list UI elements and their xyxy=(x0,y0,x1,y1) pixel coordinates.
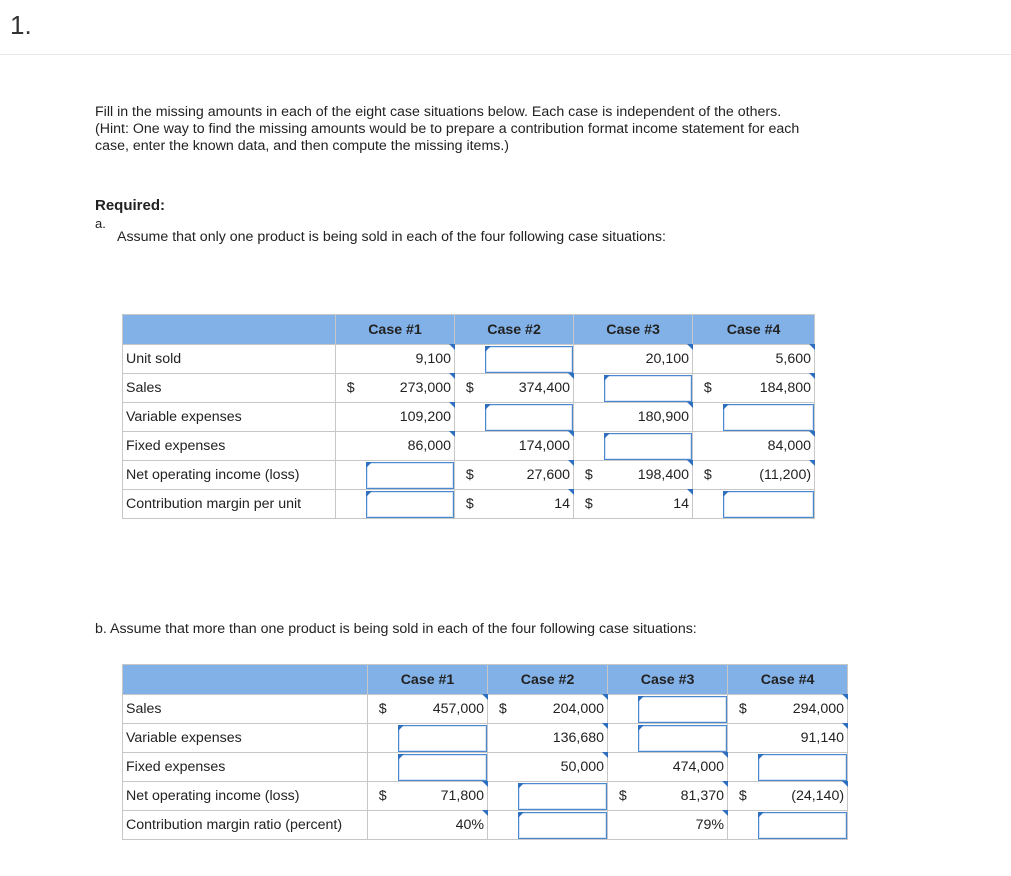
answer-cell xyxy=(604,374,693,403)
answer-cell xyxy=(638,724,728,753)
currency-symbol xyxy=(336,345,366,374)
currency-symbol xyxy=(693,345,723,374)
answer-cell xyxy=(485,403,574,432)
value-case-2: 374,400 xyxy=(485,374,574,403)
header-case-1: Case #1 xyxy=(368,665,488,695)
currency-symbol xyxy=(336,461,366,490)
answer-cell xyxy=(518,782,608,811)
answer-cell xyxy=(366,490,455,519)
value-case-4: 5,600 xyxy=(723,345,815,374)
currency-symbol xyxy=(608,724,638,753)
part-b-instruction: b. Assume that more than one product is being sold in each of the four following case situations: xyxy=(95,621,697,637)
value-case-3: 20,100 xyxy=(604,345,693,374)
header-case-1: Case #1 xyxy=(336,315,455,345)
table-row-sales xyxy=(123,695,848,724)
value-case-4: (24,140) xyxy=(758,782,848,811)
currency-symbol xyxy=(608,753,638,782)
currency-symbol: $ xyxy=(608,782,638,811)
header-case-3: Case #3 xyxy=(574,315,693,345)
row-label: Unit sold xyxy=(123,345,336,374)
answer-input-case-2[interactable] xyxy=(518,812,608,839)
currency-symbol xyxy=(455,432,485,461)
answer-cell xyxy=(485,345,574,374)
currency-symbol: $ xyxy=(455,461,485,490)
answer-input-case-3[interactable] xyxy=(604,375,693,402)
value-case-1: 9,100 xyxy=(366,345,455,374)
answer-input-case-4[interactable] xyxy=(723,404,815,431)
currency-symbol xyxy=(728,811,758,840)
answer-cell xyxy=(604,432,693,461)
header-case-4: Case #4 xyxy=(728,665,848,695)
value-case-1: 457,000 xyxy=(398,695,488,724)
table-row-sales xyxy=(123,374,815,403)
value-case-4: 184,800 xyxy=(723,374,815,403)
row-label: Net operating income (loss) xyxy=(123,461,336,490)
currency-symbol: $ xyxy=(336,374,366,403)
answer-input-case-2[interactable] xyxy=(485,346,574,373)
header-case-2: Case #2 xyxy=(488,665,608,695)
currency-symbol: $ xyxy=(574,490,604,519)
value-case-4: 294,000 xyxy=(758,695,848,724)
value-case-3: 198,400 xyxy=(604,461,693,490)
currency-symbol xyxy=(336,403,366,432)
header-blank xyxy=(123,665,368,695)
table-row-fixed-expenses xyxy=(123,432,815,461)
row-label: Sales xyxy=(123,374,336,403)
currency-symbol xyxy=(608,695,638,724)
answer-cell xyxy=(723,403,815,432)
currency-symbol: $ xyxy=(728,695,758,724)
row-label: Variable expenses xyxy=(123,724,368,753)
header-blank xyxy=(123,315,336,345)
value-case-3: 180,900 xyxy=(604,403,693,432)
currency-symbol xyxy=(728,724,758,753)
currency-symbol xyxy=(368,724,398,753)
currency-symbol xyxy=(574,374,604,403)
instructions-text: Fill in the missing amounts in each of the eight case situations below. Each case is independent of the others. (Hint: One way to find the missing amounts would be to prepare a contribution format income statement for each case, enter the known data, and then compute the missing items.) xyxy=(95,104,800,154)
currency-symbol: $ xyxy=(368,695,398,724)
value-case-2: 204,000 xyxy=(518,695,608,724)
header-case-3: Case #3 xyxy=(608,665,728,695)
value-case-4: (11,200) xyxy=(723,461,815,490)
answer-cell xyxy=(723,490,815,519)
value-case-2: 136,680 xyxy=(518,724,608,753)
part-a-table xyxy=(122,314,815,519)
currency-symbol: $ xyxy=(368,782,398,811)
currency-symbol: $ xyxy=(574,461,604,490)
value-case-2: 50,000 xyxy=(518,753,608,782)
part-a-instruction: Assume that only one product is being sold in each of the four following case situations: xyxy=(117,229,666,245)
value-case-1: 109,200 xyxy=(366,403,455,432)
row-label: Variable expenses xyxy=(123,403,336,432)
currency-symbol: $ xyxy=(455,374,485,403)
answer-cell xyxy=(398,753,488,782)
question-number: 1. xyxy=(10,10,32,40)
header-case-2: Case #2 xyxy=(455,315,574,345)
part-b-header-row xyxy=(123,665,848,695)
answer-input-case-2[interactable] xyxy=(518,783,608,810)
currency-symbol xyxy=(693,432,723,461)
part-a-label: a. xyxy=(95,216,106,231)
required-heading: Required: xyxy=(95,197,166,214)
value-case-2: 27,600 xyxy=(485,461,574,490)
table-row-fixed-expenses xyxy=(123,753,848,782)
currency-symbol xyxy=(368,753,398,782)
currency-symbol: $ xyxy=(728,782,758,811)
row-label: Contribution margin per unit xyxy=(123,490,336,519)
currency-symbol xyxy=(488,753,518,782)
currency-symbol xyxy=(488,782,518,811)
table-row-contribution-margin-per-unit xyxy=(123,490,815,519)
currency-symbol xyxy=(455,403,485,432)
answer-cell xyxy=(638,695,728,724)
row-label: Sales xyxy=(123,695,368,724)
currency-symbol xyxy=(728,753,758,782)
answer-input-case-3[interactable] xyxy=(638,725,728,752)
row-label: Fixed expenses xyxy=(123,753,368,782)
currency-symbol xyxy=(574,432,604,461)
currency-symbol xyxy=(574,403,604,432)
currency-symbol xyxy=(336,432,366,461)
currency-symbol xyxy=(488,724,518,753)
value-case-3: 79% xyxy=(638,811,728,840)
answer-input-case-4[interactable] xyxy=(758,812,848,839)
answer-input-case-1[interactable] xyxy=(398,754,488,781)
table-row-variable-expenses xyxy=(123,403,815,432)
answer-input-case-1[interactable] xyxy=(366,462,455,489)
answer-input-case-4[interactable] xyxy=(758,754,848,781)
table-row-net-operating-income-loss xyxy=(123,782,848,811)
part-b-table xyxy=(122,664,848,840)
currency-symbol: $ xyxy=(693,374,723,403)
value-case-3: 474,000 xyxy=(638,753,728,782)
currency-symbol xyxy=(608,811,638,840)
answer-input-case-1[interactable] xyxy=(366,491,455,518)
value-case-1: 86,000 xyxy=(366,432,455,461)
row-label: Net operating income (loss) xyxy=(123,782,368,811)
answer-input-case-2[interactable] xyxy=(485,404,574,431)
currency-symbol: $ xyxy=(455,490,485,519)
answer-cell xyxy=(758,753,848,782)
answer-input-case-4[interactable] xyxy=(723,491,815,518)
currency-symbol xyxy=(574,345,604,374)
currency-symbol xyxy=(455,345,485,374)
value-case-3: 14 xyxy=(604,490,693,519)
answer-input-case-3[interactable] xyxy=(604,433,693,460)
currency-symbol xyxy=(693,403,723,432)
answer-cell xyxy=(758,811,848,840)
value-case-1: 273,000 xyxy=(366,374,455,403)
value-case-4: 84,000 xyxy=(723,432,815,461)
answer-cell xyxy=(366,461,455,490)
part-a-header-row xyxy=(123,315,815,345)
divider xyxy=(0,54,1011,55)
answer-input-case-3[interactable] xyxy=(638,696,728,723)
currency-symbol: $ xyxy=(488,695,518,724)
table-row-contribution-margin-ratio-percent xyxy=(123,811,848,840)
value-case-3: 81,370 xyxy=(638,782,728,811)
table-row-net-operating-income-loss xyxy=(123,461,815,490)
answer-cell xyxy=(518,811,608,840)
currency-symbol: $ xyxy=(693,461,723,490)
table-row-variable-expenses xyxy=(123,724,848,753)
row-label: Fixed expenses xyxy=(123,432,336,461)
answer-cell xyxy=(398,724,488,753)
currency-symbol xyxy=(488,811,518,840)
currency-symbol xyxy=(368,811,398,840)
value-case-2: 174,000 xyxy=(485,432,574,461)
table-row-unit-sold xyxy=(123,345,815,374)
value-case-1: 40% xyxy=(398,811,488,840)
value-case-2: 14 xyxy=(485,490,574,519)
row-label: Contribution margin ratio (percent) xyxy=(123,811,368,840)
value-case-1: 71,800 xyxy=(398,782,488,811)
currency-symbol xyxy=(693,490,723,519)
currency-symbol xyxy=(336,490,366,519)
header-case-4: Case #4 xyxy=(693,315,815,345)
value-case-4: 91,140 xyxy=(758,724,848,753)
answer-input-case-1[interactable] xyxy=(398,725,488,752)
